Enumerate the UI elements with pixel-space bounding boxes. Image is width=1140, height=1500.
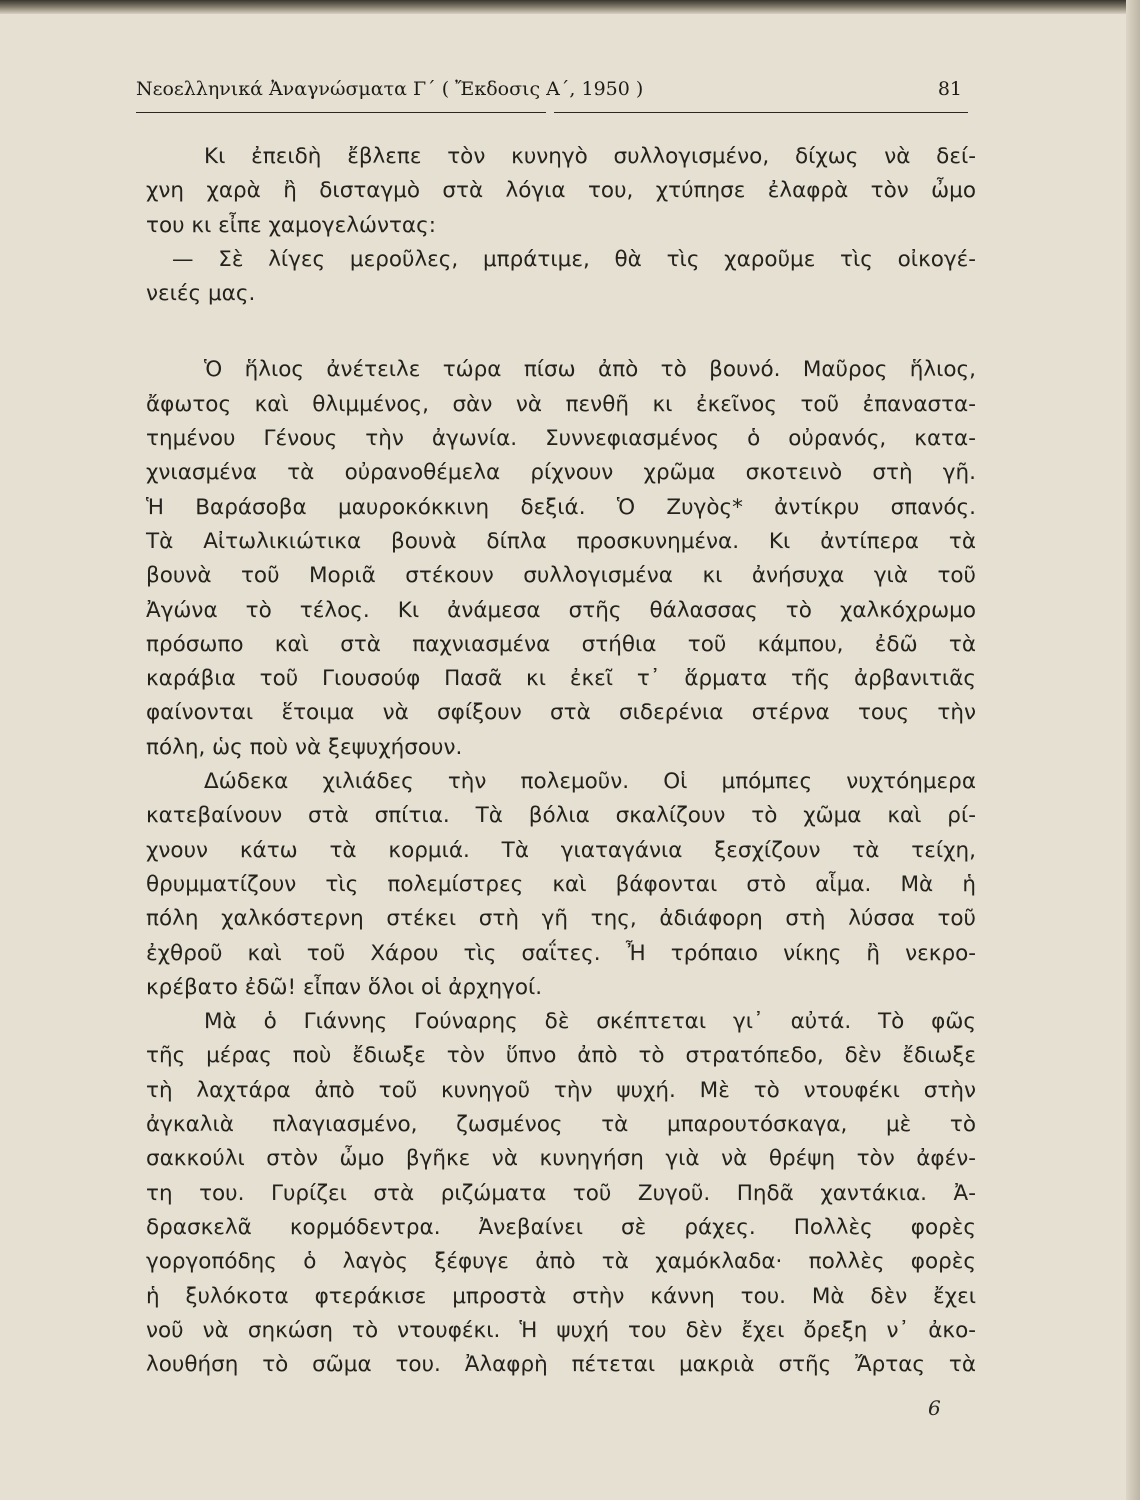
text-line: φαίνονται ἕτοιμα νὰ σφίξουν στὰ σιδερένια στέρνα τους τὴν <box>146 700 976 726</box>
text-line: γοργοπόδης ὁ λαγὸς ξέφυγε ἀπὸ τὰ χαμόκλαδα· πολλὲς φορὲς <box>146 1249 976 1275</box>
page-top-edge <box>0 0 1140 14</box>
text-line: χνουν κάτω τὰ κορμιά. Τὰ γιαταγάνια ξεσχίζουν τὰ τείχη, <box>146 837 976 863</box>
text-line: σακκούλι στὸν ὦμο βγῆκε νὰ κυνηγήση γιὰ νὰ θρέψη τὸν ἀφέν- <box>146 1146 976 1172</box>
paragraph <box>146 353 976 765</box>
text-line: τημένου Γένους τὴν ἀγωνία. Συννεφιασμένος ὁ οὐρανός, κατα- <box>146 426 976 452</box>
text-line: καράβια τοῦ Γιουσούφ Πασᾶ κι ἐκεῖ τ᾽ ἅρματα τῆς ἀρβανιτιᾶς <box>146 666 976 692</box>
text-line: — Σὲ λίγες μεροῦλες, μπράτιμε, θὰ τὶς χαροῦμε τὶς οἰκογέ- <box>172 246 976 272</box>
text-line: πόλη, ὡς ποὺ νὰ ξεψυχήσουν. <box>146 734 463 760</box>
page-right-edge <box>1126 0 1140 1500</box>
text-line: πόλη χαλκόστερνη στέκει στὴ γῆ της, ἀδιάφορη στὴ λύσσα τοῦ <box>146 906 976 932</box>
text-line: χνιασμένα τὰ οὐρανοθέμελα ρίχνουν χρῶμα σκοτεινὸ στὴ γῆ. <box>146 460 976 486</box>
paragraph <box>146 1005 976 1382</box>
paragraph <box>146 140 976 243</box>
paragraph <box>146 765 976 1005</box>
text-line: δρασκελᾶ κορμόδεντρα. Ἀνεβαίνει σὲ ράχες. Πολλὲς φορὲς <box>146 1214 976 1240</box>
text-line: Ἀγώνα τὸ τέλος. Κι ἀνάμεσα στῆς θάλασσας τὸ χαλκόχρωμο <box>146 597 976 623</box>
text-line: νειές μας. <box>146 281 256 307</box>
text-line: λουθήση τὸ σῶμα του. Ἀλαφρὴ πέτεται μακριὰ στῆς Ἄρτας τὰ <box>146 1352 976 1378</box>
text-line: τῆς μέρας ποὺ ἔδιωξε τὸν ὕπνο ἀπὸ τὸ στρατόπεδο, δὲν ἔδιωξε <box>146 1043 976 1069</box>
text-line: Ὁ ἥλιος ἀνέτειλε τώρα πίσω ἀπὸ τὸ βουνό. Μαῦρος ἥλιος, <box>204 357 976 383</box>
text-line: ἄφωτος καὶ θλιμμένος, σὰν νὰ πενθῆ κι ἐκεῖνος τοῦ ἐπαναστα- <box>146 391 976 417</box>
text-line: Δώδεκα χιλιάδες τὴν πολεμοῦν. Οἱ μπόμπες νυχτόημερα <box>204 769 976 795</box>
running-header <box>136 78 968 112</box>
signature-mark: 6 <box>928 1396 941 1420</box>
text-line: χνη χαρὰ ἢ δισταγμὸ στὰ λόγια του, χτύπησε ἐλαφρὰ τὸν ὦμο <box>146 178 976 204</box>
text-line: Μὰ ὁ Γιάννης Γούναρης δὲ σκέπτεται γι᾽ αὐτά. Τὸ φῶς <box>204 1009 976 1035</box>
header-title: Νεοελληνικά Ἀναγνώσματα Γ΄ ( Ἔκδοσις Α΄, 1950 ) <box>136 78 644 100</box>
page-number: 81 <box>937 78 962 100</box>
text-line: του κι εἶπε χαμογελώντας: <box>146 212 436 238</box>
header-rule-left <box>136 112 546 113</box>
text-line: κρέβατο ἐδῶ! εἶπαν ὅλοι οἱ ἀρχηγοί. <box>146 974 543 1000</box>
text-line: Κι ἐπειδὴ ἔβλεπε τὸν κυνηγὸ συλλογισμένο, δίχως νὰ δεί- <box>204 144 976 169</box>
text-line: τὴ λαχτάρα ἀπὸ τοῦ κυνηγοῦ τὴν ψυχή. Μὲ τὸ ντουφέκι στὴν <box>146 1077 976 1103</box>
text-line: πρόσωπο καὶ στὰ παχνιασμένα στήθια τοῦ κάμπου, ἐδῶ τὰ <box>146 631 976 657</box>
paragraph-gap <box>146 311 976 353</box>
text-line: ἐχθροῦ καὶ τοῦ Χάρου τὶς σαΐτες. Ἦ τρόπαιο νίκης ἢ νεκρο- <box>146 940 976 966</box>
paragraph <box>146 243 976 312</box>
text-line: θρυμματίζουν τὶς πολεμίστρες καὶ βάφονται στὸ αἷμα. Μὰ ἡ <box>146 871 976 897</box>
header-rule-right <box>554 112 968 113</box>
text-line: Τὰ Αἰτωλικιώτικα βουνὰ δίπλα προσκυνημένα. Κι ἀντίπερα τὰ <box>146 528 976 554</box>
text-line: τη του. Γυρίζει στὰ ριζώματα τοῦ Ζυγοῦ. Πηδᾶ χαντάκια. Ἀ- <box>146 1180 976 1206</box>
text-line: νοῦ νὰ σηκώση τὸ ντουφέκι. Ἡ ψυχή του δὲν ἔχει ὄρεξη ν᾽ ἀκο- <box>146 1317 976 1343</box>
text-line: Ἡ Βαράσοβα μαυροκόκκινη δεξιά. Ὁ Ζυγὸς* ἀντίκρυ σπανός. <box>146 494 976 520</box>
text-line: κατεβαίνουν στὰ σπίτια. Τὰ βόλια σκαλίζουν τὸ χῶμα καὶ ρί- <box>146 803 976 829</box>
text-line: βουνὰ τοῦ Μοριᾶ στέκουν συλλογισμένα κι ἀνήσυχα γιὰ τοῦ <box>146 563 976 589</box>
text-line: ἀγκαλιὰ πλαγιασμένο, ζωσμένος τὰ μπαρουτόσκαγα, μὲ τὸ <box>146 1112 976 1138</box>
text-line: ἡ ξυλόκοτα φτεράκισε μπροστὰ στὴν κάννη του. Μὰ δὲν ἔχει <box>146 1283 976 1309</box>
body-text <box>146 140 976 1382</box>
